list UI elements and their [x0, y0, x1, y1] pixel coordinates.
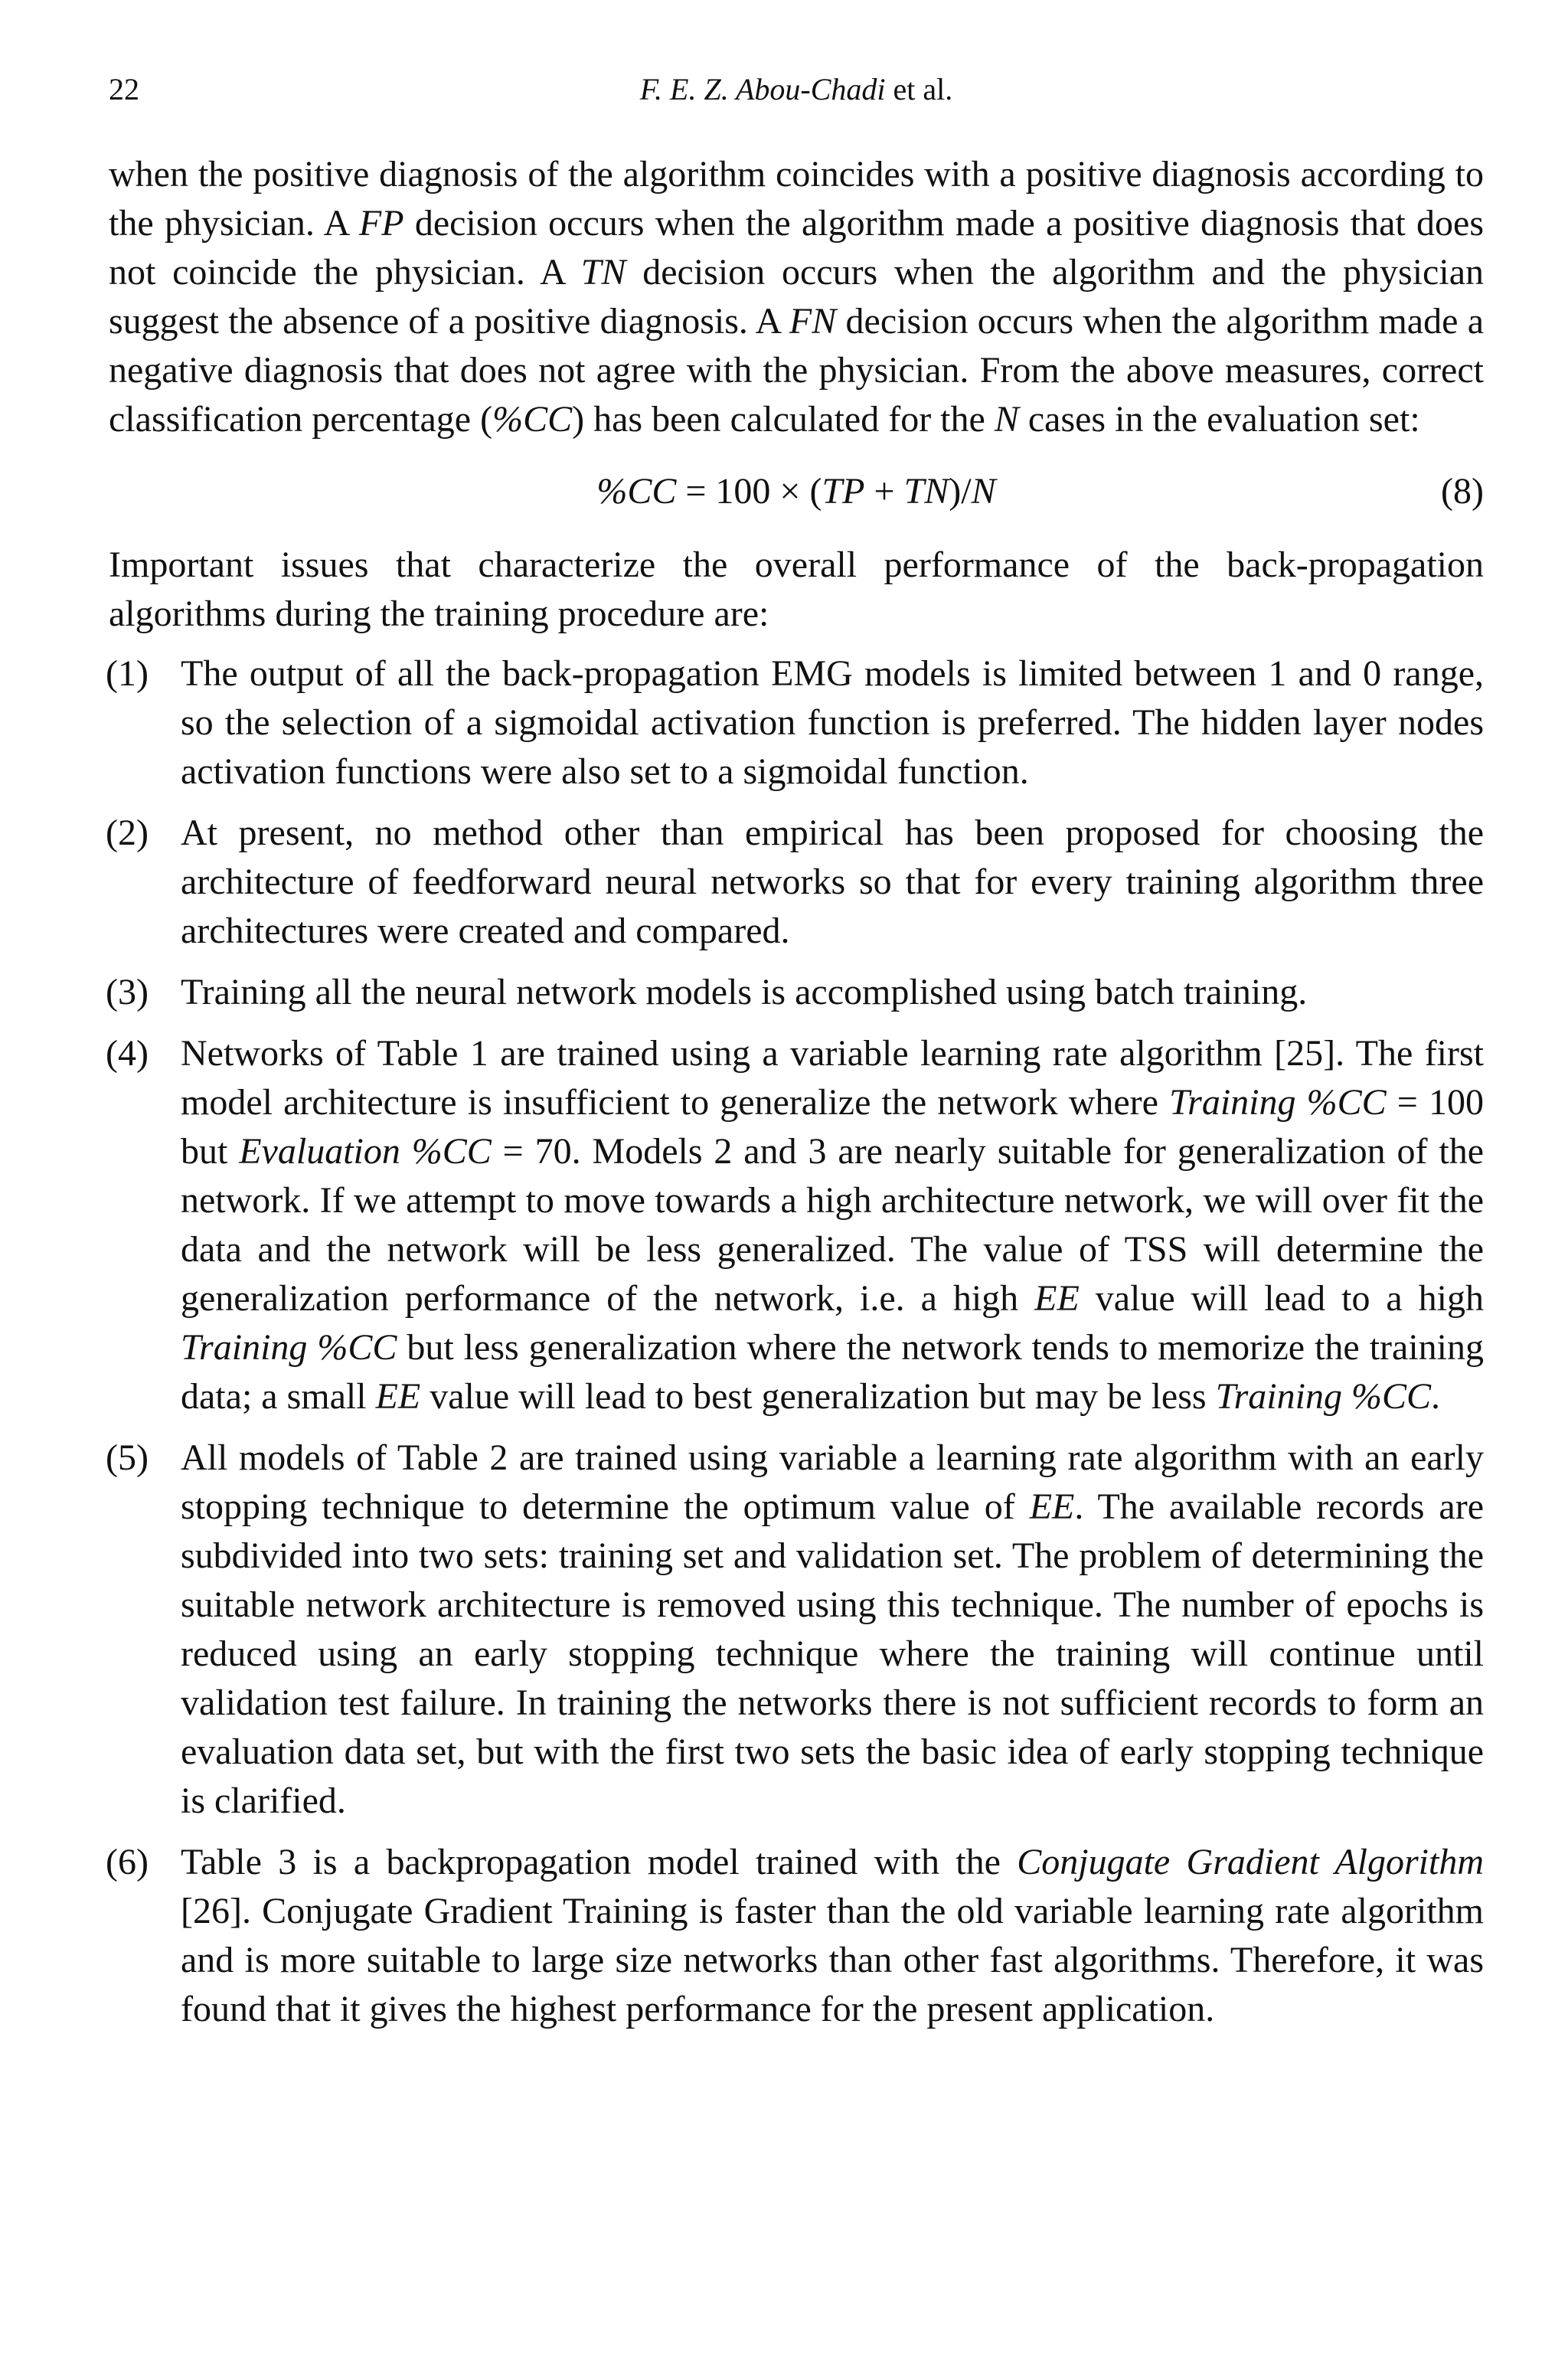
page-number: 22: [109, 72, 139, 106]
item-label: (6): [106, 1842, 149, 1882]
term-cc: %CC: [492, 399, 573, 440]
list-item: [106, 809, 1484, 956]
term-training-cc: Training %CC: [1169, 1082, 1387, 1123]
lead-paragraph: Important issues that characterize the overall performance of the back-propagation algorithms during the training procedure are:: [109, 544, 1484, 634]
list-item: [106, 1029, 1484, 1421]
item-label: (5): [106, 1437, 149, 1478]
term-n: N: [994, 399, 1019, 440]
item-text: [181, 1838, 1484, 2034]
intro-text-1: when the positive diagnosis of the algorithm coincides with a positive diagnosis according to the physician. A: [109, 154, 1484, 244]
intro-text-2: decision occurs when the algorithm made a positive diagnosis that does not coincide the physician. A: [109, 203, 1484, 293]
eq-tp: TP: [822, 471, 865, 512]
term-ee: EE: [375, 1376, 421, 1417]
term-ee: EE: [1034, 1278, 1080, 1319]
equation-number: (8): [1441, 471, 1484, 512]
item6-text-2: [26]. Conjugate Gradient Training is faster than the old variable learning rate algorithm and is more suitable to large size networks than other fast algorithms. Therefore, it was found that it gives the highest performance for the present application.: [181, 1891, 1484, 2029]
item-label: (1): [106, 653, 149, 694]
item4-text-6: value will lead to best generalization but may be less: [420, 1376, 1216, 1417]
author-name: F. E. Z. Abou-Chadi: [639, 72, 886, 106]
list-item: [106, 968, 1484, 1017]
eq-plus: +: [864, 471, 904, 512]
eq-lhs: %CC: [596, 471, 677, 512]
item-text: [181, 1434, 1484, 1826]
term-training-cc: Training %CC: [1215, 1376, 1431, 1417]
eq-n: N: [971, 471, 996, 512]
term-conjugate-gradient: Conjugate Gradient Algorithm: [1017, 1842, 1484, 1882]
term-fp: FP: [358, 203, 404, 244]
item-text: [181, 1029, 1484, 1421]
item4-text-4: value will lead to a high: [1079, 1278, 1484, 1319]
item-text: The output of all the back-propagation EMG models is limited between 1 and 0 range, so the selection of a sigmoidal activation function is preferred. The hidden layer nodes activation functions were also set to a sigmoidal function.: [181, 653, 1484, 792]
intro-paragraph: [109, 150, 1484, 444]
eq-slash: )/: [949, 471, 972, 512]
item-label: (2): [106, 813, 149, 853]
list-item: [106, 1838, 1484, 2034]
term-fn: FN: [789, 301, 837, 342]
item-text: Training all the neural network models is accomplished using batch training.: [181, 972, 1308, 1012]
running-head-authors: [109, 70, 1484, 109]
item4-text-5: but less generalization where the network tends to memorize the training data; a small: [181, 1327, 1484, 1417]
item-label: (4): [106, 1033, 149, 1074]
eq-mid: = 100 × (: [676, 471, 822, 512]
term-ee: EE: [1029, 1486, 1075, 1527]
running-header: [109, 70, 1484, 109]
equation-8: [109, 467, 1484, 516]
issues-list: [106, 649, 1485, 2034]
item6-text-1: Table 3 is a backpropagation model trained with the: [181, 1842, 1018, 1882]
list-item: [106, 1434, 1485, 1826]
item-label: (3): [106, 972, 149, 1012]
term-tn: TN: [580, 252, 626, 293]
author-suffix: et al.: [885, 72, 953, 106]
term-evaluation-cc: Evaluation %CC: [239, 1131, 492, 1172]
item5-text-2: . The available records are subdivided into two sets: training set and validation set. The problem of determining the suitable network architecture is removed using this technique. The number of epochs is reduced using an early stopping technique where the training will continue until validation test failure. In training the networks there is not sufficient records to form an evaluation data set, but with the first two sets the basic idea of early stopping technique is clarified.: [181, 1486, 1485, 1821]
item5-text-1: All models of Table 2 are trained using variable a learning rate algorithm with an early stopping technique to determine the optimum value of: [181, 1437, 1484, 1527]
body-text: [106, 150, 1485, 2046]
item4-text-7: .: [1431, 1376, 1440, 1417]
list-item: [106, 649, 1484, 796]
item4-text-3: = 70. Models 2 and 3 are nearly suitable for generalization of the network. If we attempt to move towards a high architecture network, we will over fit the data and the network will be less generalized. The value of TSS will determine the generalization performance of the network, i.e. a high: [181, 1131, 1484, 1319]
intro-text-5: ) has been calculated for the: [572, 399, 995, 440]
item4-text-2: = 100 but: [181, 1082, 1484, 1172]
intro-text-4: decision occurs when the algorithm made a negative diagnosis that does not agree with the physician. From the above measures, correct classification percentage (: [109, 301, 1484, 440]
eq-tn: TN: [903, 471, 949, 512]
term-training-cc: Training %CC: [181, 1327, 397, 1368]
intro-text-3: decision occurs when the algorithm and the physician suggest the absence of a positive diagnosis. A: [109, 252, 1485, 342]
item4-text-1: Networks of Table 1 are trained using a variable learning rate algorithm [25]. The first model architecture is insufficient to generalize the network where: [181, 1033, 1484, 1123]
intro-text-6: cases in the evaluation set:: [1018, 399, 1420, 440]
item-text: At present, no method other than empirical has been proposed for choosing the architecture of feedforward neural networks so that for every training algorithm three architectures were created and compared.: [181, 813, 1484, 951]
